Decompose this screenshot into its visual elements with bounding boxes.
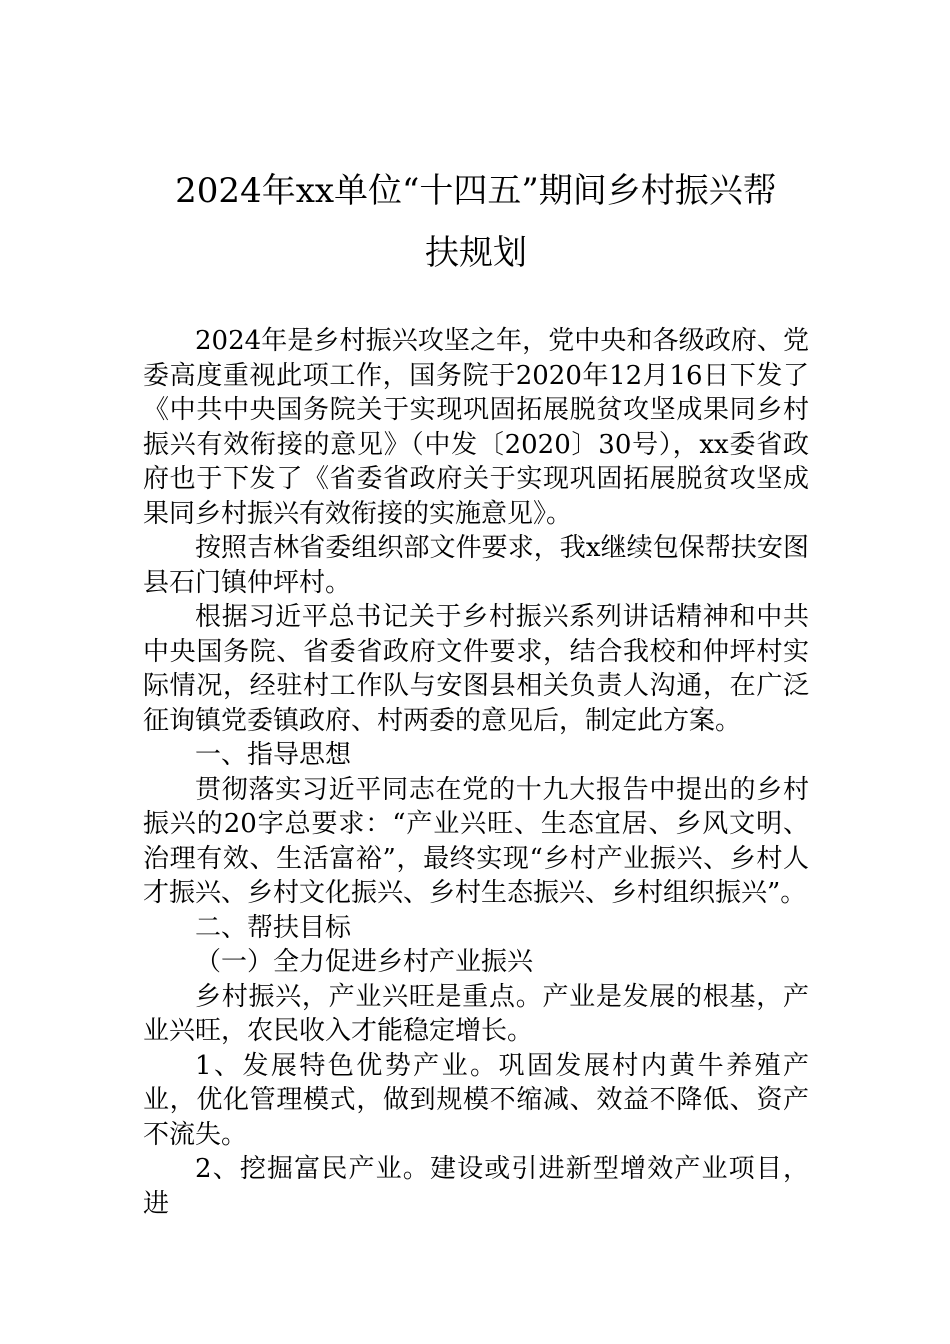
paragraph-industry: 乡村振兴，产业兴旺是重点。产业是发展的根基，产业兴旺，农民收入才能稳定增长。 (143, 981, 809, 1046)
paragraph-assignment: 按照吉林省委组织部文件要求，我x继续包保帮扶安图县石门镇仲坪村。 (143, 533, 809, 598)
paragraph-guiding-ideology: 贯彻落实习近平同志在党的十九大报告中提出的乡村振兴的20字总要求：“产业兴旺、生态宜居、乡风文明、治理有效、生活富裕”，最终实现“乡村产业振兴、乡村人才振兴、乡村文化振兴、乡村生态振兴、乡村组织振兴”。 (143, 774, 809, 908)
list-item-2: 2、挖掘富民产业。建设或引进新型增效产业项目，进 (143, 1154, 809, 1219)
subheading-industry-revitalization: （一）全力促进乡村产业振兴 (195, 947, 534, 977)
title-line-1: 2024年xx单位“十四五”期间乡村振兴帮 (175, 171, 777, 211)
paragraph-intro: 2024年是乡村振兴攻坚之年，党中央和各级政府、党委高度重视此项工作，国务院于2020年12月16日下发了《中共中央国务院关于实现巩固拓展脱贫攻坚成果同乡村振兴有效衔接的意见》（中发〔2020〕30号），xx委省政府也于下发了《省委省政府关于实现巩固拓展脱贫攻坚成果同乡村振兴有效衔接的实施意见》。 (143, 326, 809, 529)
paragraph-basis: 根据习近平总书记关于乡村振兴系列讲话精神和中共中央国务院、省委省政府文件要求，结合我校和仲坪村实际情况，经驻村工作队与安图县相关负责人沟通，在广泛征询镇党委镇政府、村两委的意见后，制定此方案。 (143, 602, 809, 736)
document-title (143, 160, 809, 284)
list-item-1: 1、发展特色优势产业。巩固发展村内黄牛养殖产业，优化管理模式，做到规模不缩减、效益不降低、资产不流失。 (143, 1050, 809, 1150)
heading-assistance-goals: 二、帮扶目标 (195, 912, 352, 943)
heading-guiding-ideology: 一、指导思想 (195, 740, 352, 770)
title-line-2: 扶规划 (425, 233, 527, 273)
document-page (143, 160, 809, 1221)
